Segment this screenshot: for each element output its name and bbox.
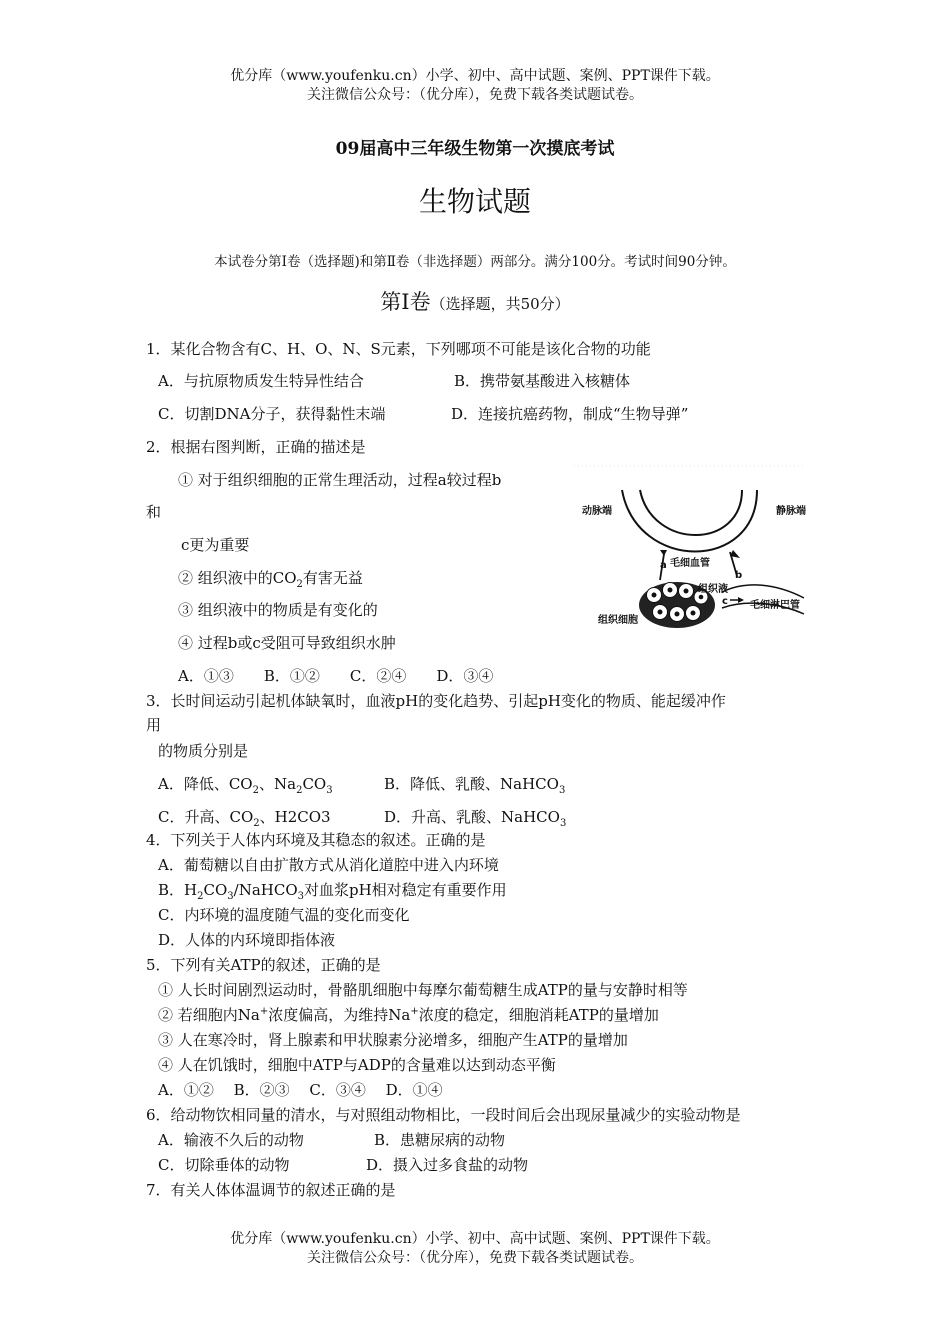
q5-options: A．①② B．②③ C．③④ D．①④ <box>158 1081 443 1099</box>
q1-option-b: B．携带氨基酸进入核糖体 <box>454 372 631 390</box>
label-a: a <box>660 560 667 571</box>
q7-stem: 7．有关人体体温调节的叙述正确的是 <box>146 1181 396 1199</box>
label-c: c <box>722 596 728 607</box>
label-artery-end: 动脉端 <box>582 506 612 517</box>
q4-option-b: B．$H_2CO_3/NaHCO_3$对血浆pH相对稳定有重要作用 <box>158 881 507 902</box>
q4-option-c: C．内环境的温度随气温的变化而变化 <box>158 906 410 924</box>
q6-option-c: C．切除垂体的动物 <box>158 1156 290 1174</box>
q2-statement-1a: ① 对于组织细胞的正常生理活动，过程a较过程b <box>178 471 502 489</box>
q4-stem: 4．下列关于人体内环境及其稳态的叙述。正确的是 <box>146 831 486 849</box>
footer-line-2: 关注微信公众号：（优分库），免费下载各类试题试卷。 <box>307 1250 643 1266</box>
q5-statement-3: ③ 人在寒冷时，肾上腺素和甲状腺素分泌增多，细胞产生ATP的量增加 <box>158 1031 628 1049</box>
exam-title: 09届高中三年级生物第一次摸底考试 <box>335 139 615 159</box>
q3-option-c: C．升高、$CO_2$、H2CO3 <box>158 808 331 829</box>
header-line-1: 优分库（www.youfenku.cn）小学、初中、高中试题、案例、PPT课件下载。 <box>230 68 720 84</box>
section-1-heading <box>0 286 950 316</box>
label-lymph: 毛细淋巴管 <box>750 600 800 611</box>
q3-stem-2: 用 <box>146 716 162 734</box>
q4-option-d: D．人体的内环境即指体液 <box>158 931 336 949</box>
label-vein-end: 静脉端 <box>776 506 806 517</box>
section-1-note: （选择题，共50分） <box>430 295 570 313</box>
q3-stem-1: 3．长时间运动引起机体缺氧时，血液pH的变化趋势、引起pH变化的物质、能起缓冲作 <box>146 692 726 710</box>
q1-option-a: A．与抗原物质发生特异性结合 <box>158 372 364 390</box>
label-tissue-fluid: 组织液 <box>698 584 728 595</box>
q4-option-a: A．葡萄糖以自由扩散方式从消化道腔中进入内环境 <box>158 856 499 874</box>
q1-option-d: D．连接抗癌药物，制成“生物导弹” <box>451 405 689 423</box>
q1-stem: 1．某化合物含有C、H、O、N、S元素，下列哪项不可能是该化合物的功能 <box>146 340 651 358</box>
capillary-diagram <box>572 462 817 637</box>
q3-option-a: A．降低、$CO_2$、$Na_2CO_3$ <box>158 775 333 796</box>
q2-statement-1c: c更为重要 <box>181 536 250 554</box>
q2-statement-4: ④ 过程b或c受阻可导致组织水肿 <box>178 634 396 652</box>
q2-statement-2: ② 组织液中的$CO_2$有害无益 <box>178 569 363 590</box>
q2-statement-1b: 和 <box>146 503 162 521</box>
q5-statement-1: ① 人长时间剧烈运动时，骨骼肌细胞中每摩尔葡萄糖生成ATP的量与安静时相等 <box>158 981 688 999</box>
q2-statement-3: ③ 组织液中的物质是有变化的 <box>178 601 378 619</box>
label-capillary: 毛细血管 <box>670 558 710 569</box>
q6-stem: 6．给动物饮相同量的清水，与对照组动物相比，一段时间后会出现尿量减少的实验动物是 <box>146 1106 741 1124</box>
q5-statement-2: ② 若细胞内Na+浓度偏高，为维持Na+浓度的稳定，细胞消耗ATP的量增加 <box>158 1006 659 1024</box>
label-tissue-cell: 组织细胞 <box>598 615 638 626</box>
label-b: b <box>735 570 743 581</box>
q1-option-c: C．切割DNA分子，获得黏性末端 <box>158 405 386 423</box>
q2-stem: 2．根据右图判断，正确的描述是 <box>146 438 366 456</box>
q6-option-d: D．摄入过多食盐的动物 <box>366 1156 529 1174</box>
q5-stem: 5．下列有关ATP的叙述，正确的是 <box>146 956 381 974</box>
footer-line-1: 优分库（www.youfenku.cn）小学、初中、高中试题、案例、PPT课件下载。 <box>230 1231 720 1247</box>
q5-statement-4: ④ 人在饥饿时，细胞中ATP与ADP的含量难以达到动态平衡 <box>158 1056 556 1074</box>
subject-title: 生物试题 <box>418 185 531 218</box>
q3-stem-3: 的物质分别是 <box>158 742 249 760</box>
q6-option-a: A．输液不久后的动物 <box>158 1131 304 1149</box>
q3-option-b: B．降低、乳酸、NaHCO$_3$ <box>384 775 566 796</box>
q2-options: A．①③ B．①② C．②④ D．③④ <box>178 667 494 685</box>
exam-intro: 本试卷分第Ⅰ卷（选择题)和第Ⅱ卷（非选择题）两部分。满分100分。考试时间90分钟。 <box>214 254 736 270</box>
q6-option-b: B．患糖尿病的动物 <box>374 1131 506 1149</box>
q3-option-d: D．升高、乳酸、NaHCO$_3$ <box>384 808 567 829</box>
header-line-2: 关注微信公众号：（优分库），免费下载各类试题试卷。 <box>307 87 643 103</box>
section-1-main: 第Ⅰ卷 <box>380 290 431 314</box>
